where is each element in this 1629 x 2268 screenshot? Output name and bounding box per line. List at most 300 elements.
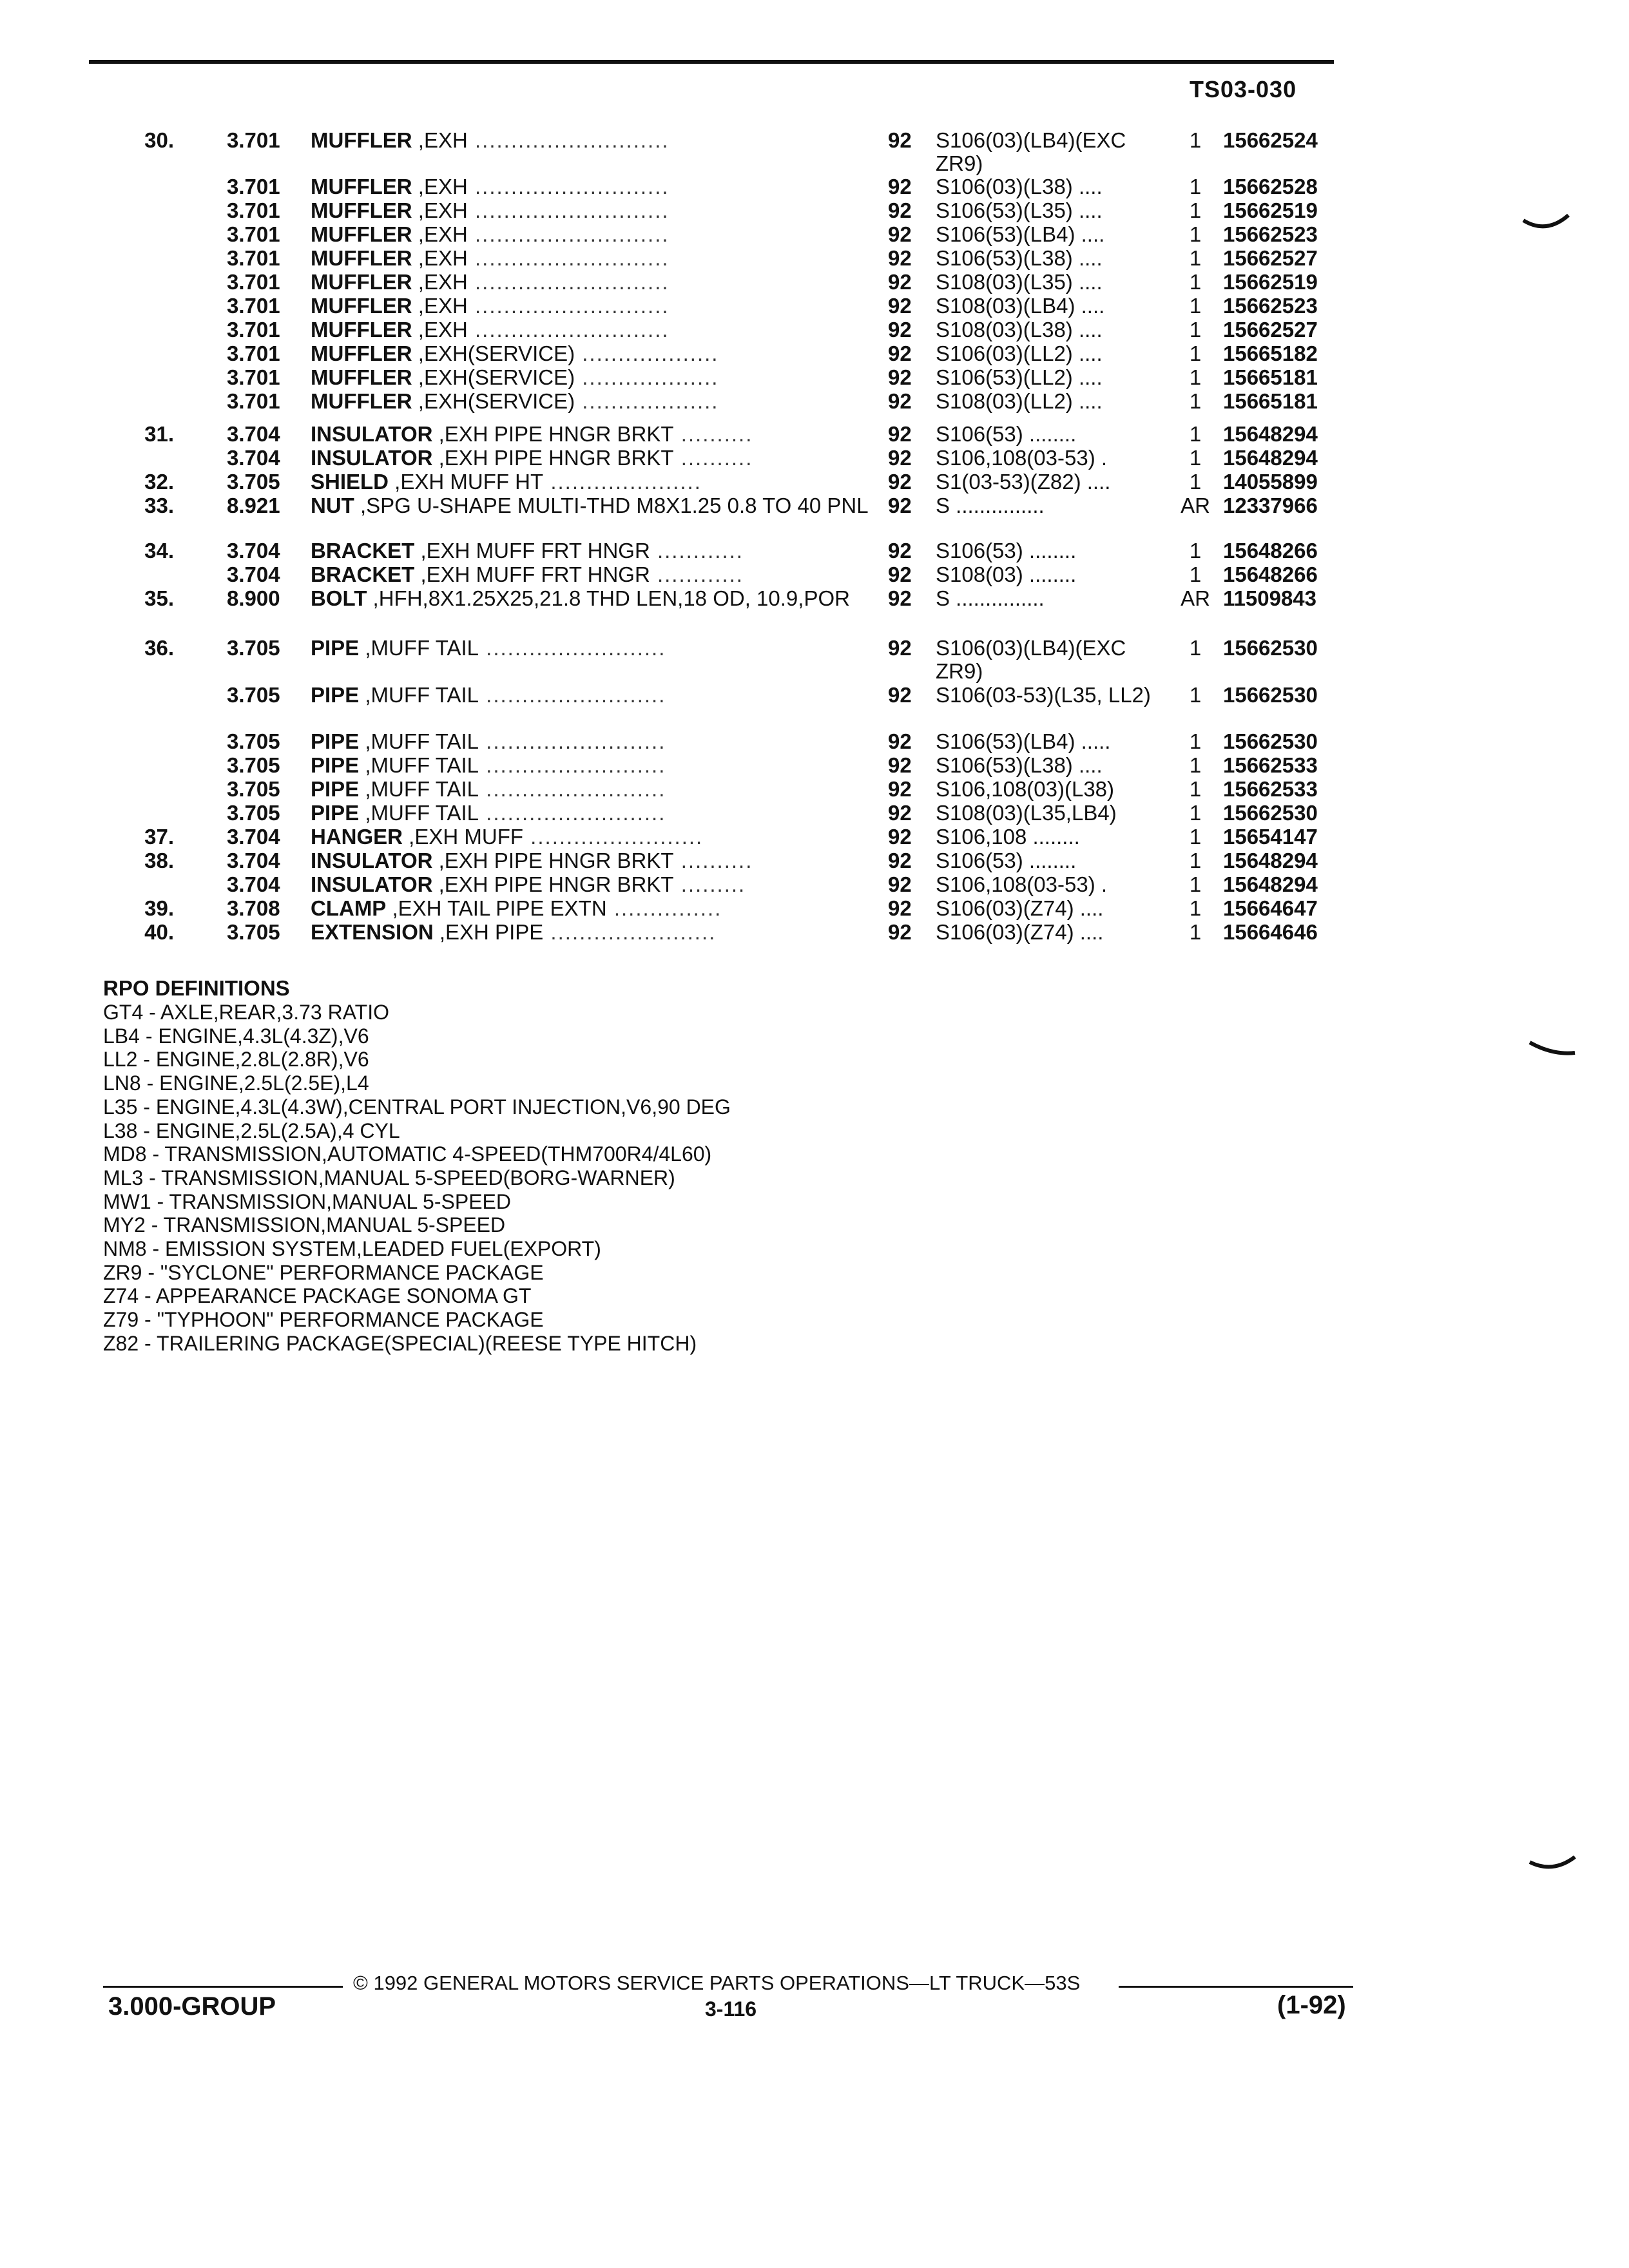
model-year: 92 <box>888 365 912 389</box>
part-name: MUFFLER <box>311 365 412 389</box>
part-number: 15662523 <box>1223 294 1318 318</box>
rpo-item <box>103 1166 731 1190</box>
page-number: 3-116 <box>705 1997 757 2021</box>
part-number: 15662530 <box>1223 636 1318 660</box>
usage-code: S106(03-53)(L35, LL2) <box>936 683 1151 707</box>
part-detail: ,HFH,8X1.25X25,21.8 THD LEN,18 OD, 10.9,POR <box>367 586 850 610</box>
model-year: 92 <box>888 222 912 246</box>
rpo-item <box>103 1261 731 1285</box>
quantity: 1 <box>1189 128 1202 152</box>
part-description <box>311 447 878 470</box>
model-year: 92 <box>888 318 912 341</box>
model-year: 92 <box>888 586 912 610</box>
part-name: MUFFLER <box>311 341 412 365</box>
quantity: 1 <box>1189 849 1202 872</box>
part-description <box>311 342 878 365</box>
usage-code: S106(03)(LB4)(EXC ZR9) <box>936 636 1126 683</box>
rpo-item <box>103 1237 731 1261</box>
leader-dots: ............... <box>606 896 722 920</box>
part-name: PIPE <box>311 777 360 801</box>
group-number: 3.704 <box>227 849 280 872</box>
model-year: 92 <box>888 422 912 446</box>
part-detail: ,MUFF TAIL <box>359 636 479 660</box>
binder-ring-mark-icon <box>1527 1036 1579 1062</box>
rpo-description: - AXLE,REAR,3.73 RATIO <box>143 1001 389 1024</box>
rpo-description: - "TYPHOON" PERFORMANCE PACKAGE <box>139 1308 544 1332</box>
part-description <box>311 271 878 294</box>
usage-code: S106(53) ........ <box>936 539 1077 562</box>
reference-number: 31. <box>144 422 174 446</box>
part-description <box>311 897 878 920</box>
group-number: 3.704 <box>227 825 280 849</box>
leader-dots: ......................... <box>479 729 666 753</box>
quantity: 1 <box>1189 470 1202 494</box>
quantity: 1 <box>1189 801 1202 825</box>
group-number: 8.921 <box>227 494 280 517</box>
part-description <box>311 684 878 707</box>
model-year: 92 <box>888 562 912 586</box>
part-number: 15662533 <box>1223 777 1318 801</box>
quantity: 1 <box>1189 198 1202 222</box>
part-number: 15662533 <box>1223 753 1318 777</box>
group-number: 3.701 <box>227 389 280 413</box>
part-number: 15662530 <box>1223 801 1318 825</box>
part-number: 14055899 <box>1223 470 1318 494</box>
usage-code: S106(53)(LB4) .... <box>936 222 1105 246</box>
part-number: 15662530 <box>1223 729 1318 753</box>
part-description <box>311 754 878 777</box>
part-description <box>311 802 878 825</box>
part-detail: ,EXH TAIL PIPE EXTN <box>386 896 607 920</box>
part-description <box>311 494 878 517</box>
part-name: EXTENSION <box>311 920 434 944</box>
group-number: 3.705 <box>227 753 280 777</box>
part-description <box>311 318 878 341</box>
rpo-code: MD8 <box>103 1142 147 1166</box>
leader-dots: ......... <box>673 872 746 896</box>
group-number: 3.705 <box>227 470 280 494</box>
part-description <box>311 390 878 413</box>
part-description <box>311 175 878 198</box>
part-name: MUFFLER <box>311 246 412 270</box>
quantity: 1 <box>1189 729 1202 753</box>
reference-number: 30. <box>144 128 174 152</box>
usage-code: S106,108(03-53) . <box>936 446 1108 470</box>
part-name: INSULATOR <box>311 872 433 896</box>
rpo-item <box>103 1213 731 1237</box>
model-year: 92 <box>888 389 912 413</box>
part-description <box>311 778 878 801</box>
group-number: 3.704 <box>227 562 280 586</box>
usage-code: S106,108 ........ <box>936 825 1080 849</box>
part-description <box>311 637 878 660</box>
part-number: 15648294 <box>1223 872 1318 896</box>
model-year: 92 <box>888 294 912 318</box>
part-detail: ,EXH <box>412 246 468 270</box>
reference-number: 35. <box>144 586 174 610</box>
group-number: 3.701 <box>227 246 280 270</box>
model-year: 92 <box>888 872 912 896</box>
rpo-code: LL2 <box>103 1048 138 1072</box>
usage-code: S106(03)(Z74) .... <box>936 920 1104 944</box>
reference-number: 34. <box>144 539 174 562</box>
part-name: PIPE <box>311 753 360 777</box>
group-number: 3.701 <box>227 175 280 198</box>
part-detail: ,EXH MUFF HT <box>389 470 544 494</box>
rpo-code: L35 <box>103 1095 138 1119</box>
part-number: 15662527 <box>1223 318 1318 341</box>
leader-dots: ................... <box>575 365 719 389</box>
part-description <box>311 294 878 318</box>
quantity: AR <box>1181 494 1210 517</box>
rpo-description: - TRAILERING PACKAGE(SPECIAL)(REESE TYPE HITCH) <box>139 1331 697 1355</box>
part-detail: ,MUFF TAIL <box>359 777 479 801</box>
part-name: SHIELD <box>311 470 389 494</box>
group-number: 3.704 <box>227 872 280 896</box>
usage-code: S106(53) ........ <box>936 422 1077 446</box>
leader-dots: ........................... <box>467 318 670 341</box>
reference-number: 40. <box>144 920 174 944</box>
usage-code: S108(03)(L38) .... <box>936 318 1103 341</box>
part-number: 15648294 <box>1223 422 1318 446</box>
part-detail: ,MUFF TAIL <box>359 683 479 707</box>
usage-code: S108(03)(L35,LB4) <box>936 801 1117 825</box>
group-number: 3.704 <box>227 539 280 562</box>
catalog-code: TS03-030 <box>1190 76 1297 102</box>
group-number: 3.704 <box>227 422 280 446</box>
part-detail: ,EXH <box>412 294 468 318</box>
leader-dots: ......................... <box>479 683 666 707</box>
group-number: 3.705 <box>227 801 280 825</box>
binder-ring-mark-icon <box>1521 213 1572 238</box>
part-name: MUFFLER <box>311 175 412 198</box>
part-name: PIPE <box>311 683 360 707</box>
quantity: 1 <box>1189 777 1202 801</box>
rpo-code: ML3 <box>103 1166 144 1189</box>
model-year: 92 <box>888 729 912 753</box>
usage-code: S106(53)(L38) .... <box>936 753 1103 777</box>
usage-code: S106(53)(L35) .... <box>936 198 1103 222</box>
rpo-heading: RPO DEFINITIONS <box>103 976 290 1000</box>
model-year: 92 <box>888 128 912 152</box>
part-detail: ,EXH MUFF FRT HNGR <box>414 562 650 586</box>
usage-code: S108(03)(L35) .... <box>936 270 1103 294</box>
leader-dots: .......... <box>673 446 753 470</box>
rpo-item <box>103 1072 731 1095</box>
part-number: 15665182 <box>1223 341 1318 365</box>
rpo-code: LB4 <box>103 1024 140 1048</box>
usage-code: S106,108(03-53) . <box>936 872 1108 896</box>
quantity: 1 <box>1189 175 1202 198</box>
model-year: 92 <box>888 825 912 849</box>
rpo-description: - ENGINE,4.3L(4.3W),CENTRAL PORT INJECTION,V6,90 DEG <box>137 1095 731 1119</box>
model-year: 92 <box>888 777 912 801</box>
part-description <box>311 366 878 389</box>
part-description <box>311 470 878 494</box>
leader-dots: ........................... <box>467 198 670 222</box>
part-name: MUFFLER <box>311 389 412 413</box>
group-number: 3.704 <box>227 446 280 470</box>
part-description <box>311 873 878 896</box>
parts-list <box>0 0 1629 966</box>
part-number: 15664646 <box>1223 920 1318 944</box>
part-name: MUFFLER <box>311 128 412 152</box>
group-number: 3.705 <box>227 777 280 801</box>
part-name: PIPE <box>311 729 360 753</box>
part-description <box>311 423 878 446</box>
model-year: 92 <box>888 246 912 270</box>
part-detail: ,MUFF TAIL <box>359 753 479 777</box>
model-year: 92 <box>888 683 912 707</box>
quantity: 1 <box>1189 920 1202 944</box>
part-name: MUFFLER <box>311 318 412 341</box>
revision-date: (1-92) <box>1277 1991 1346 2019</box>
rpo-code: MW1 <box>103 1189 151 1213</box>
quantity: 1 <box>1189 636 1202 660</box>
rpo-code: Z79 <box>103 1308 139 1332</box>
part-description <box>311 247 878 270</box>
usage-code: S108(03) ........ <box>936 562 1077 586</box>
quantity: 1 <box>1189 422 1202 446</box>
part-description <box>311 849 878 872</box>
footer-rule-right <box>1119 1986 1353 1988</box>
part-number: 15654147 <box>1223 825 1318 849</box>
quantity: 1 <box>1189 539 1202 562</box>
rpo-item <box>103 1284 731 1308</box>
leader-dots: ........................ <box>523 825 704 849</box>
rpo-description: - TRANSMISSION,AUTOMATIC 4-SPEED(THM700R4/4L60) <box>146 1142 712 1166</box>
leader-dots: ......................... <box>479 801 666 825</box>
quantity: 1 <box>1189 365 1202 389</box>
group-number: 8.900 <box>227 586 280 610</box>
part-detail: ,EXH MUFF FRT HNGR <box>414 539 650 562</box>
leader-dots: ................... <box>575 389 719 413</box>
leader-dots: ....................... <box>543 920 717 944</box>
usage-code: S106(03)(LL2) .... <box>936 341 1103 365</box>
part-name: MUFFLER <box>311 270 412 294</box>
rpo-code: L38 <box>103 1119 138 1142</box>
rpo-code: GT4 <box>103 1001 144 1024</box>
model-year: 92 <box>888 636 912 660</box>
usage-code: S106,108(03)(L38) <box>936 777 1115 801</box>
group-number: 3.708 <box>227 896 280 920</box>
group-number: 3.705 <box>227 636 280 660</box>
part-description <box>311 825 878 849</box>
part-number: 12337966 <box>1223 494 1318 517</box>
part-name: NUT <box>311 494 354 517</box>
leader-dots: ......................... <box>479 753 666 777</box>
reference-number: 39. <box>144 896 174 920</box>
rpo-description: - ENGINE,2.5L(2.5E),L4 <box>140 1072 369 1095</box>
quantity: 1 <box>1189 222 1202 246</box>
part-description <box>311 223 878 246</box>
part-detail: ,EXH PIPE <box>433 920 544 944</box>
footer-rule-left <box>103 1986 343 1988</box>
reference-number: 36. <box>144 636 174 660</box>
group-number: 3.705 <box>227 729 280 753</box>
part-name: BOLT <box>311 586 367 610</box>
rpo-code: ZR9 <box>103 1260 142 1284</box>
group-number: 3.701 <box>227 318 280 341</box>
part-detail: ,EXH(SERVICE) <box>412 365 575 389</box>
binder-ring-mark-icon <box>1527 1854 1579 1880</box>
model-year: 92 <box>888 753 912 777</box>
part-detail: ,EXH <box>412 128 468 152</box>
part-number: 15662523 <box>1223 222 1318 246</box>
quantity: 1 <box>1189 683 1202 707</box>
rpo-code: MY2 <box>103 1213 146 1237</box>
usage-code: S108(03)(LL2) .... <box>936 389 1103 413</box>
part-name: CLAMP <box>311 896 387 920</box>
group-number: 3.701 <box>227 270 280 294</box>
model-year: 92 <box>888 341 912 365</box>
part-name: HANGER <box>311 825 403 849</box>
part-description <box>311 129 878 152</box>
model-year: 92 <box>888 175 912 198</box>
rpo-item <box>103 1332 731 1356</box>
leader-dots: .......... <box>673 422 753 446</box>
usage-code: S106(03)(LB4)(EXC ZR9) <box>936 128 1126 175</box>
part-name: MUFFLER <box>311 198 412 222</box>
usage-code: S106(53)(LL2) .... <box>936 365 1103 389</box>
quantity: 1 <box>1189 318 1202 341</box>
group-number: 3.701 <box>227 222 280 246</box>
model-year: 92 <box>888 920 912 944</box>
rpo-item <box>103 1095 731 1119</box>
rpo-description: - TRANSMISSION,MANUAL 5-SPEED <box>145 1213 506 1237</box>
quantity: 1 <box>1189 246 1202 270</box>
model-year: 92 <box>888 539 912 562</box>
part-number: 15664647 <box>1223 896 1318 920</box>
model-year: 92 <box>888 446 912 470</box>
part-detail: ,EXH MUFF <box>403 825 524 849</box>
leader-dots: ........................... <box>467 246 670 270</box>
usage-code: S106(03)(L38) .... <box>936 175 1103 198</box>
part-detail: ,EXH <box>412 270 468 294</box>
reference-number: 33. <box>144 494 174 517</box>
group-number: 3.701 <box>227 128 280 152</box>
part-number: 15665181 <box>1223 365 1318 389</box>
part-detail: ,EXH PIPE HNGR BRKT <box>432 446 674 470</box>
usage-code: S106(53)(LB4) ..... <box>936 729 1111 753</box>
part-number: 15648266 <box>1223 539 1318 562</box>
quantity: 1 <box>1189 446 1202 470</box>
leader-dots: ......................... <box>479 636 666 660</box>
rpo-code: Z82 <box>103 1331 139 1355</box>
part-detail: ,EXH(SERVICE) <box>412 389 575 413</box>
part-detail: ,EXH <box>412 198 468 222</box>
part-name: INSULATOR <box>311 422 433 446</box>
part-detail: ,EXH <box>412 175 468 198</box>
leader-dots: ........................... <box>467 270 670 294</box>
part-detail: ,SPG U-SHAPE MULTI-THD M8X1.25 0.8 TO 40 PNL <box>354 494 869 517</box>
part-detail: ,EXH(SERVICE) <box>412 341 575 365</box>
leader-dots: ........................... <box>467 294 670 318</box>
group-number: 3.705 <box>227 920 280 944</box>
part-description <box>311 587 878 610</box>
rpo-item <box>103 1308 731 1332</box>
model-year: 92 <box>888 470 912 494</box>
rpo-list <box>103 1001 731 1356</box>
part-description <box>311 921 878 944</box>
part-detail: ,MUFF TAIL <box>359 729 479 753</box>
rpo-item <box>103 1142 731 1166</box>
leader-dots: ........................... <box>467 128 670 152</box>
quantity: AR <box>1181 586 1210 610</box>
model-year: 92 <box>888 494 912 517</box>
usage-code: S ............... <box>936 494 1045 517</box>
model-year: 92 <box>888 198 912 222</box>
part-number: 15662530 <box>1223 683 1318 707</box>
part-number: 15648266 <box>1223 562 1318 586</box>
quantity: 1 <box>1189 872 1202 896</box>
rpo-item <box>103 1048 731 1072</box>
leader-dots: ............ <box>650 539 744 562</box>
rpo-item <box>103 1190 731 1214</box>
part-description <box>311 539 878 562</box>
leader-dots: .......... <box>673 849 753 872</box>
usage-code: S106(53)(L38) .... <box>936 246 1103 270</box>
part-name: PIPE <box>311 801 360 825</box>
quantity: 1 <box>1189 562 1202 586</box>
model-year: 92 <box>888 270 912 294</box>
usage-code: S106(53) ........ <box>936 849 1077 872</box>
quantity: 1 <box>1189 825 1202 849</box>
rpo-code: Z74 <box>103 1284 139 1308</box>
rpo-description: - "SYCLONE" PERFORMANCE PACKAGE <box>142 1260 544 1284</box>
part-detail: ,EXH <box>412 318 468 341</box>
reference-number: 32. <box>144 470 174 494</box>
part-number: 15662527 <box>1223 246 1318 270</box>
leader-dots: ............ <box>650 562 744 586</box>
quantity: 1 <box>1189 270 1202 294</box>
part-detail: ,EXH PIPE HNGR BRKT <box>432 849 674 872</box>
part-name: INSULATOR <box>311 446 433 470</box>
usage-code: S1(03-53)(Z82) .... <box>936 470 1111 494</box>
part-detail: ,EXH PIPE HNGR BRKT <box>432 422 674 446</box>
quantity: 1 <box>1189 341 1202 365</box>
part-number: 15648294 <box>1223 849 1318 872</box>
part-name: PIPE <box>311 636 360 660</box>
leader-dots: ..................... <box>543 470 702 494</box>
usage-code: S ............... <box>936 586 1045 610</box>
part-name: INSULATOR <box>311 849 433 872</box>
model-year: 92 <box>888 801 912 825</box>
group-number: 3.701 <box>227 341 280 365</box>
part-name: MUFFLER <box>311 294 412 318</box>
leader-dots: ........................... <box>467 222 670 246</box>
part-name: BRACKET <box>311 562 415 586</box>
rpo-description: - APPEARANCE PACKAGE SONOMA GT <box>139 1284 532 1308</box>
group-number: 3.701 <box>227 365 280 389</box>
rpo-item <box>103 1024 731 1048</box>
part-number: 11509843 <box>1223 586 1317 610</box>
group-number: 3.705 <box>227 683 280 707</box>
leader-dots: ......................... <box>479 777 666 801</box>
part-name: MUFFLER <box>311 222 412 246</box>
group-number: 3.701 <box>227 294 280 318</box>
part-detail: ,EXH <box>412 222 468 246</box>
usage-code: S106(03)(Z74) .... <box>936 896 1104 920</box>
leader-dots: ................... <box>575 341 719 365</box>
quantity: 1 <box>1189 753 1202 777</box>
quantity: 1 <box>1189 294 1202 318</box>
rpo-description: - ENGINE,2.5L(2.5A),4 CYL <box>137 1119 400 1142</box>
rpo-description: - TRANSMISSION,MANUAL 5-SPEED(BORG-WARNER) <box>143 1166 675 1189</box>
rpo-description: - ENGINE,4.3L(4.3Z),V6 <box>139 1024 369 1048</box>
reference-number: 38. <box>144 849 174 872</box>
model-year: 92 <box>888 896 912 920</box>
